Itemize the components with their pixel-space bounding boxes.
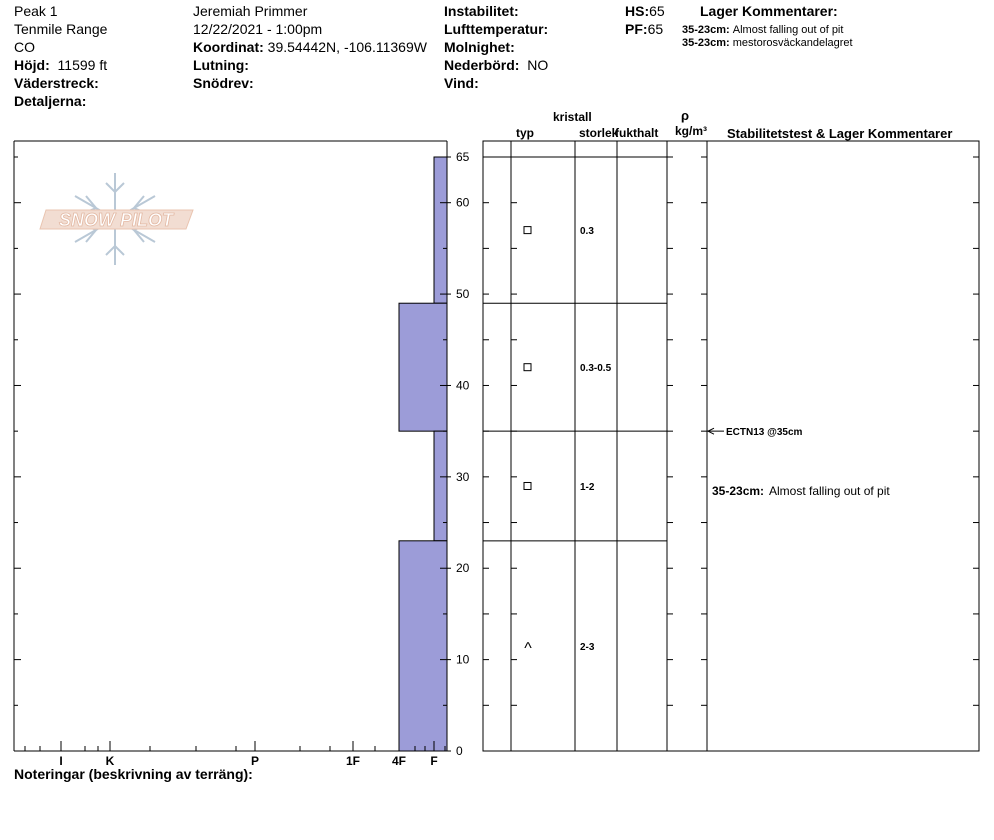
table-ticks: [483, 157, 979, 751]
hardness-label: P: [250, 754, 260, 768]
layer-comment-1-text: Almost falling out of pit: [732, 24, 844, 36]
site-name: Peak 1: [14, 3, 58, 19]
observer: Jeremiah Primmer: [193, 3, 308, 19]
depth-label: 0: [456, 744, 463, 758]
cloud-label: Molnighet:: [444, 39, 515, 55]
depth-label: 40: [456, 378, 470, 393]
hardness-bar-2: [399, 303, 447, 431]
aspect-label: Väderstreck:: [14, 75, 99, 91]
grain-size: 0.3-0.5: [580, 363, 612, 375]
right-comment-text: Almost falling out of pit: [769, 484, 890, 498]
stability-test-label: ECTN13 @35cm: [726, 427, 803, 439]
grain-symbol-faceted: [524, 364, 531, 371]
hs-label: HS:: [625, 3, 650, 19]
terrain-notes-label: Noteringar (beskrivning av terräng):: [14, 766, 253, 782]
crystal-table-frame: [483, 141, 979, 751]
grain-symbol-faceted: [524, 227, 531, 234]
depth-label: 20: [456, 561, 470, 576]
hardness-label: 1F: [345, 754, 361, 768]
precip-value: NO: [527, 57, 549, 73]
datetime: 12/22/2021 - 1:00pm: [193, 21, 323, 37]
right-comment-range: 35-23cm:: [712, 484, 765, 498]
airtemp-label: Lufttemperatur:: [444, 21, 549, 37]
grain-size: 0.3: [580, 226, 594, 238]
grain-symbol-faceted: [524, 482, 531, 489]
layer-comment-2-range: 35-23cm:: [682, 37, 730, 49]
col-typ: typ: [516, 126, 534, 140]
col-density-unit: kg/m³: [675, 124, 708, 138]
pf-label: PF:: [625, 21, 648, 37]
col-storlek: storlek: [579, 126, 619, 140]
col-stability: Stabilitetstest & Lager Kommentarer: [727, 126, 953, 141]
hardness-bar-4: [399, 541, 447, 751]
hardness-bar-1: [434, 157, 447, 303]
grain-symbol-depth-hoar: ^: [524, 639, 532, 657]
snowpilot-logo: [40, 173, 193, 265]
layer-comments-title: Lager Kommentarer:: [700, 3, 838, 19]
depth-label: 10: [456, 652, 470, 667]
grain-size: 1-2: [580, 481, 595, 493]
state: CO: [14, 39, 35, 55]
hs-value: 65: [649, 3, 665, 19]
elevation-label: Höjd:: [14, 57, 50, 73]
coord-label: Koordinat:: [193, 39, 264, 55]
elevation-value: 11599 ft: [57, 57, 108, 73]
layer-comment-1-range: 35-23cm:: [682, 24, 730, 36]
pf-value: 65: [647, 21, 664, 37]
col-fukthalt: fukthalt: [615, 126, 659, 140]
instability-label: Instabilitet:: [444, 3, 519, 19]
details-label: Detaljerna:: [14, 93, 87, 109]
hardness-label: I: [59, 754, 63, 768]
depth-axis: [447, 150, 470, 758]
hardness-bar-3: [434, 431, 447, 541]
depth-label: 50: [456, 287, 470, 302]
col-kristall: kristall: [553, 110, 592, 124]
coord-value: 39.54442N, -106.11369W: [267, 39, 427, 55]
hardness-label: F: [430, 754, 438, 768]
hardness-label: K: [105, 754, 115, 768]
grain-size: 2-3: [580, 641, 595, 653]
right-layer-comment: [712, 484, 890, 498]
hardness-label: 4F: [391, 754, 407, 768]
precip-label: Nederbörd:: [444, 57, 520, 73]
slope-label: Lutning:: [193, 57, 249, 73]
col-rho: ρ: [681, 108, 690, 123]
depth-ticks-left: [14, 157, 447, 751]
logo-text: SNOW PILOT: [59, 210, 173, 230]
hardness-axis: [25, 741, 445, 768]
depth-label: 60: [456, 195, 470, 210]
hardness-profile: [399, 157, 447, 751]
wind-label: Vind:: [444, 75, 479, 91]
depth-label: 65: [456, 150, 470, 164]
depth-label: 30: [456, 469, 470, 484]
range-name: Tenmile Range: [14, 21, 108, 37]
layer-comment-2-text: mestorosväckandelagret: [732, 37, 853, 49]
drift-label: Snödrev:: [193, 75, 254, 91]
stability-tests: [707, 427, 803, 438]
